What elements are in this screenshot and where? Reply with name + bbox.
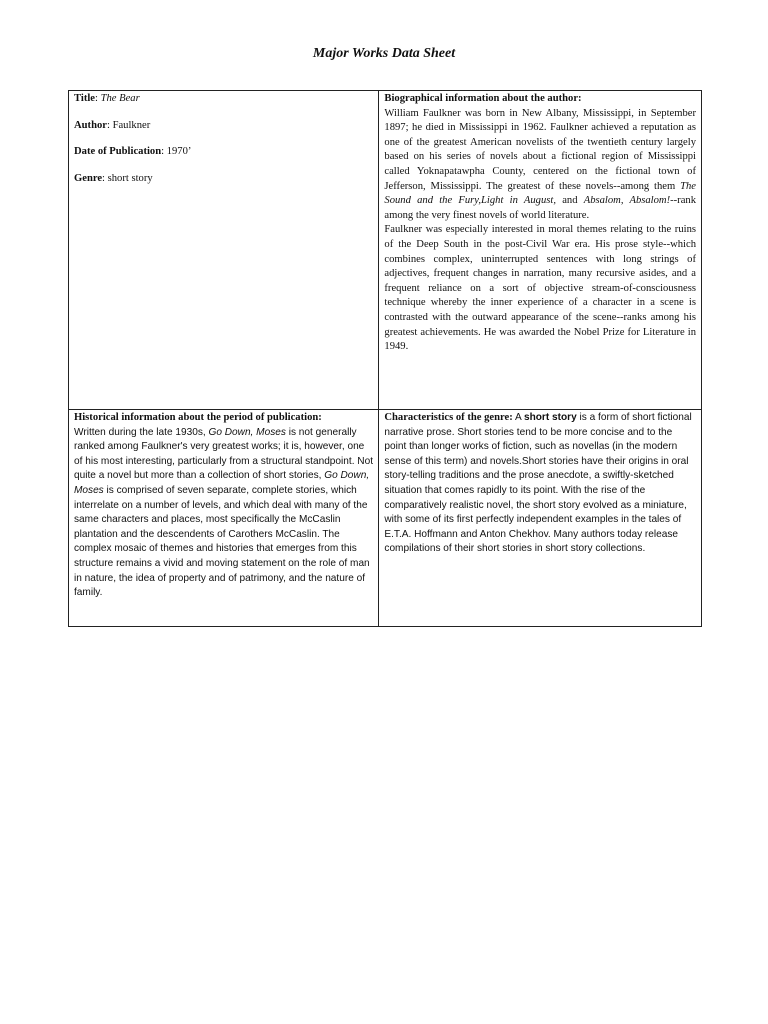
genre-heading: Characteristics of the genre: xyxy=(384,412,513,423)
title-field: Title: The Bear xyxy=(74,93,140,104)
data-sheet-table xyxy=(68,90,702,627)
genre-term: short story xyxy=(523,412,577,423)
biography-paragraph-2: Faulkner was especially interested in moral themes relating to the ruins of the Deep South in the post-Civil War era. His prose style--which combines complex, uninterrupted sentences with long strings of adjectives, frequent changes in narration, many recursive asides, and a frequent reliance on a sort of objective stream-of-consciousness technique whereby the inner experience of a character in a scene is contrasted with the outward appearance of the scene--ranks among his greatest achievements. He was awarded the Nobel Prize for Literature in 1949. xyxy=(384,224,696,353)
biography-cell xyxy=(379,91,702,410)
history-heading: Historical information about the period of publication: xyxy=(74,412,322,423)
date-field: Date of Publication: 1970’ xyxy=(74,146,192,158)
genre-text: Characteristics of the genre: A short story is a form of short fictional narrative prose. Short stories tend to be more concise and to the point than longer works of fiction, such as novellas (in the modern sense of this term) and novels.Short stories have their origins in oral story-telling traditions and the prose anecdote, a swiftly-sketched situation that comes rapidly to its point. With the rise of the comparatively realistic novel, the short story evolved as a miniature, with some of its first perfectly independent examples in the tales of E.T.A. Hoffmann and Anton Chekhov. Many authors today release compilations of their short stories in short story collections. xyxy=(384,412,692,555)
table-row xyxy=(69,91,702,410)
genre-field: Genre: short story xyxy=(74,172,153,184)
book-title: Go Down, Moses xyxy=(208,426,286,438)
page-title: Major Works Data Sheet xyxy=(312,46,456,61)
genre-value: short story xyxy=(107,172,153,184)
author-label: Author xyxy=(74,119,107,131)
table-row xyxy=(69,410,702,627)
novel-titles-1: The Sound and the Fury,Light in August, xyxy=(384,180,696,207)
date-label: Date of Publication xyxy=(74,146,162,158)
history-text: Written during the late 1930s, Go Down, Moses is not generally ranked among Faulkner's very greatest works; it is, however, one of his most interesting, particularly from a structural standpoint. Not quite a novel but more than a collection of short stories, Go Down, Moses is comprised of seven separate, complete stories, which interrelate on a number of levels, and which deal with many of the same characters and places, most specifically the McCaslin plantation and the descendents of Carothers McCaslin. The complex mosaic of themes and histories that emerges from this structure remains a vivid and moving statement on the role of man in nature, the idea of property and of patrimony, and the nature of family. xyxy=(74,426,374,599)
history-cell xyxy=(69,410,379,627)
author-field: Author: Faulkner xyxy=(74,119,151,131)
biography-text xyxy=(384,92,696,355)
genre-label: Genre xyxy=(74,172,103,184)
novel-title-2: Absalom, Absalom! xyxy=(583,195,671,207)
biography-heading: Biographical information about the author: xyxy=(384,93,582,104)
title-label: Title xyxy=(74,93,95,104)
genre-cell xyxy=(379,410,702,627)
author-value: Faulkner xyxy=(112,119,151,131)
date-value: 1970’ xyxy=(166,146,192,158)
work-info-cell xyxy=(69,91,379,410)
title-value: The Bear xyxy=(100,93,140,104)
book-title: Go Down, Moses xyxy=(74,470,370,496)
biography-paragraph-1: William Faulkner was born in New Albany, Mississippi, in September 1897; he died in Mississippi in 1962. Faulkner achieved a reputation as one of the greatest American novelists of the twentieth century largely based on his series of novels about a fictional region of Mississippi called Yoknapatawpha County, centered on the fictional town of Jefferson, Mississippi. The greatest of these novels--among them The Sound and the Fury,Light in August, and Absalom, Absalom!--rank among the very finest novels of world literature. xyxy=(384,107,696,221)
